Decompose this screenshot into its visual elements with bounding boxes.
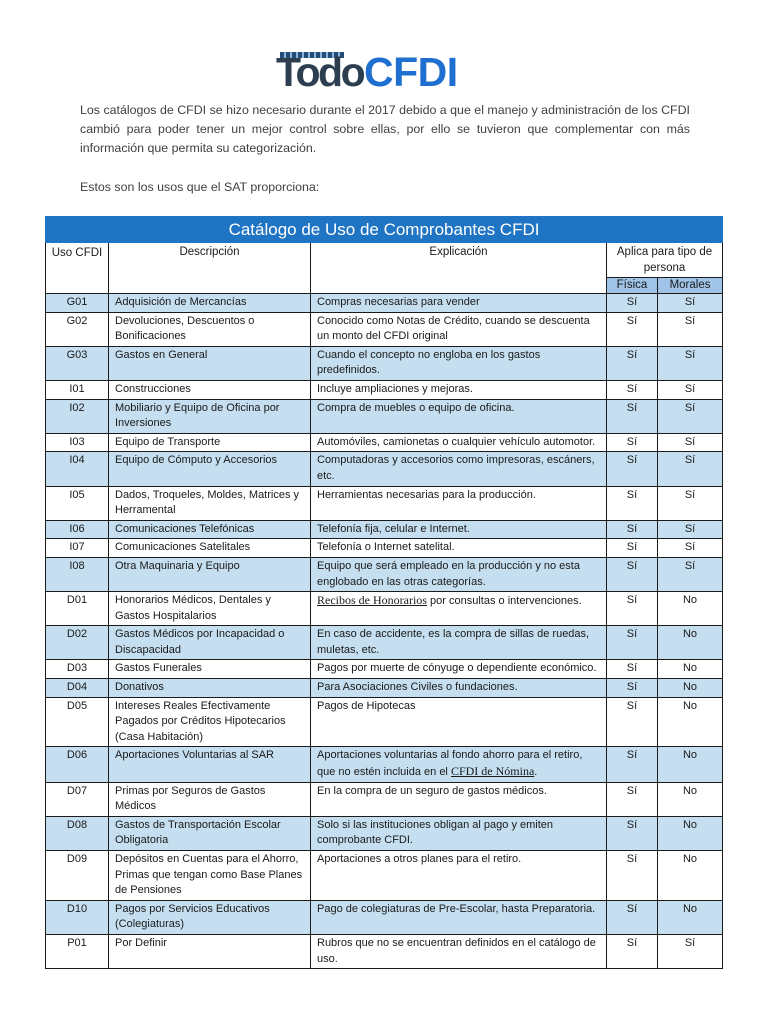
cell-descripcion: Devoluciones, Descuentos o Bonificaciones	[109, 312, 311, 346]
header-explicacion: Explicación	[311, 243, 607, 294]
cell-uso: I03	[46, 433, 109, 452]
cell-fisica: Sí	[607, 346, 658, 380]
explicacion-text: Aportaciones a otros planes para el retiro.	[317, 853, 522, 865]
cell-morales: No	[658, 816, 723, 850]
cell-morales: Sí	[658, 539, 723, 558]
cell-uso: D08	[46, 816, 109, 850]
todocfdi-logo	[276, 50, 476, 94]
table-row	[46, 380, 723, 399]
cell-fisica: Sí	[607, 697, 658, 747]
cell-explicacion	[311, 679, 607, 698]
cell-morales: Sí	[658, 520, 723, 539]
cell-morales: Sí	[658, 557, 723, 591]
cell-fisica: Sí	[607, 747, 658, 782]
table-row	[46, 399, 723, 433]
table-row	[46, 539, 723, 558]
cell-explicacion	[311, 660, 607, 679]
cell-descripcion: Equipo de Transporte	[109, 433, 311, 452]
cell-explicacion	[311, 697, 607, 747]
explicacion-tail: .	[534, 766, 538, 779]
cell-explicacion	[311, 399, 607, 433]
cell-uso: I06	[46, 520, 109, 539]
table-row	[46, 486, 723, 520]
table-row	[46, 520, 723, 539]
cell-fisica: Sí	[607, 679, 658, 698]
cell-morales: Sí	[658, 433, 723, 452]
table-row	[46, 346, 723, 380]
cell-uso: D04	[46, 679, 109, 698]
cell-fisica: Sí	[607, 486, 658, 520]
cell-fisica: Sí	[607, 782, 658, 816]
cell-descripcion: Aportaciones Voluntarias al SAR	[109, 747, 311, 782]
cell-morales: Sí	[658, 380, 723, 399]
cell-morales: No	[658, 782, 723, 816]
cell-fisica: Sí	[607, 557, 658, 591]
explicacion-text: Telefonía fija, celular e Internet.	[317, 522, 470, 535]
table-row	[46, 557, 723, 591]
cell-descripcion: Mobiliario y Equipo de Oficina por Inversiones	[109, 399, 311, 433]
cell-explicacion	[311, 851, 607, 901]
cell-explicacion	[311, 592, 607, 626]
logo-todo-text: Todo	[276, 49, 364, 95]
cell-descripcion: Honorarios Médicos, Dentales y Gastos Hospitalarios	[109, 592, 311, 626]
cell-explicacion	[311, 294, 607, 313]
explicacion-text: Cuando el concepto no engloba en los gastos predefinidos.	[317, 348, 541, 377]
cell-uso: D01	[46, 592, 109, 626]
cell-fisica: Sí	[607, 660, 658, 679]
cell-descripcion: Gastos Funerales	[109, 660, 311, 679]
cfdi-usage-table	[45, 216, 723, 969]
cell-explicacion	[311, 557, 607, 591]
cell-descripcion: Primas por Seguros de Gastos Médicos	[109, 782, 311, 816]
table-row	[46, 294, 723, 313]
cell-morales: Sí	[658, 294, 723, 313]
cell-descripcion: Gastos en General	[109, 346, 311, 380]
table-row	[46, 626, 723, 660]
cell-uso: D06	[46, 747, 109, 782]
cell-uso: I08	[46, 557, 109, 591]
header-aplica: Aplica para tipo de persona	[607, 243, 723, 278]
cell-explicacion	[311, 380, 607, 399]
cell-descripcion: Dados, Troqueles, Moldes, Matrices y Herramental	[109, 486, 311, 520]
table-row	[46, 782, 723, 816]
cell-fisica: Sí	[607, 900, 658, 934]
cell-explicacion	[311, 486, 607, 520]
cell-uso: D03	[46, 660, 109, 679]
cell-uso: D02	[46, 626, 109, 660]
explicacion-text: Automóviles, camionetas o cualquier vehículo automotor.	[317, 435, 596, 448]
logo-cfdi-text: CFDI	[364, 49, 458, 95]
cell-descripcion: Intereses Reales Efectivamente Pagados por Créditos Hipotecarios (Casa Habitación)	[109, 697, 311, 747]
cell-uso: D07	[46, 782, 109, 816]
explicacion-text: Equipo que será empleado en la producción y no esta englobado en las otras categorías.	[317, 559, 580, 588]
table-row	[46, 660, 723, 679]
explicacion-text: Telefonía o Internet satelital.	[317, 541, 455, 554]
header-uso: Uso CFDI	[46, 243, 109, 294]
cell-morales: No	[658, 697, 723, 747]
cell-explicacion	[311, 816, 607, 850]
cell-explicacion	[311, 934, 607, 968]
header-fisica: Física	[607, 278, 658, 294]
cell-uso: G02	[46, 312, 109, 346]
table-row	[46, 851, 723, 901]
table-row	[46, 312, 723, 346]
cell-fisica: Sí	[607, 851, 658, 901]
cell-explicacion	[311, 539, 607, 558]
cell-fisica: Sí	[607, 539, 658, 558]
cell-descripcion: Depósitos en Cuentas para el Ahorro, Primas que tengan como Base Planes de Pensiones	[109, 851, 311, 901]
cell-morales: No	[658, 626, 723, 660]
cell-fisica: Sí	[607, 592, 658, 626]
cell-morales: Sí	[658, 399, 723, 433]
cell-morales: Sí	[658, 934, 723, 968]
explicacion-text: Pagos por muerte de cónyuge o dependiente económico.	[317, 662, 597, 675]
cell-descripcion: Equipo de Cómputo y Accesorios	[109, 452, 311, 486]
cell-uso: I02	[46, 399, 109, 433]
cell-uso: I01	[46, 380, 109, 399]
cell-morales: No	[658, 900, 723, 934]
cell-descripcion: Por Definir	[109, 934, 311, 968]
table-row	[46, 747, 723, 782]
explicacion-text: Incluye ampliaciones y mejoras.	[317, 382, 473, 395]
cell-fisica: Sí	[607, 934, 658, 968]
cell-uso: P01	[46, 934, 109, 968]
header-morales: Morales	[658, 278, 723, 294]
cfdi-nomina-link[interactable]: CFDI de Nómina	[450, 764, 535, 779]
cell-explicacion	[311, 747, 607, 782]
cell-fisica: Sí	[607, 452, 658, 486]
table-row	[46, 697, 723, 747]
cell-explicacion	[311, 782, 607, 816]
cell-uso: I04	[46, 452, 109, 486]
explicacion-text: En la compra de un seguro de gastos médicos.	[317, 784, 547, 797]
cell-explicacion	[311, 346, 607, 380]
explicacion-text: Compra de muebles o equipo de oficina.	[317, 401, 515, 414]
explicacion-text: Solo si las instituciones obligan al pago y emiten comprobante CFDI.	[317, 818, 554, 847]
cell-fisica: Sí	[607, 626, 658, 660]
table-row	[46, 900, 723, 934]
cell-explicacion	[311, 900, 607, 934]
intro-paragraph: Los catálogos de CFDI se hizo necesario durante el 2017 debido a que el manejo y administración de los CFDI cambió para poder tener un mejor control sobre ellas, por ello se tuvieron que complementar con más información que permita su categorización.	[80, 103, 690, 155]
cell-fisica: Sí	[607, 312, 658, 346]
table-row	[46, 452, 723, 486]
cell-morales: Sí	[658, 312, 723, 346]
cell-explicacion	[311, 312, 607, 346]
cell-explicacion	[311, 433, 607, 452]
table-row	[46, 679, 723, 698]
cell-morales: Sí	[658, 346, 723, 380]
cell-morales: Sí	[658, 486, 723, 520]
table-row	[46, 433, 723, 452]
cell-descripcion: Donativos	[109, 679, 311, 698]
cell-fisica: Sí	[607, 433, 658, 452]
cell-descripcion: Otra Maquinaria y Equipo	[109, 557, 311, 591]
cell-fisica: Sí	[607, 520, 658, 539]
explicacion-text: Rubros que no se encuentran definidos en el catálogo de uso.	[317, 936, 596, 965]
cell-morales: No	[658, 592, 723, 626]
cell-explicacion	[311, 626, 607, 660]
cell-fisica: Sí	[607, 294, 658, 313]
explicacion-text: En caso de accidente, es la compra de sillas de ruedas, muletas, etc.	[317, 628, 590, 656]
cell-explicacion	[311, 452, 607, 486]
cell-fisica: Sí	[607, 380, 658, 399]
cell-fisica: Sí	[607, 399, 658, 433]
table-body	[46, 294, 723, 969]
explicacion-text: Pagos de Hipotecas	[317, 699, 416, 712]
table-row	[46, 592, 723, 626]
cell-descripcion: Construcciones	[109, 380, 311, 399]
cell-uso: D10	[46, 900, 109, 934]
cell-uso: I07	[46, 539, 109, 558]
cell-descripcion: Pagos por Servicios Educativos (Colegiaturas)	[109, 900, 311, 934]
cell-explicacion	[311, 520, 607, 539]
header-descripcion: Descripción	[109, 243, 311, 294]
cell-descripcion: Comunicaciones Satelitales	[109, 539, 311, 558]
cell-descripcion: Adquisición de Mercancías	[109, 294, 311, 313]
cell-morales: No	[658, 660, 723, 679]
explicacion-text: por consultas o intervenciones.	[426, 595, 582, 608]
cell-morales: No	[658, 679, 723, 698]
table-row	[46, 816, 723, 850]
cell-morales: No	[658, 747, 723, 782]
explicacion-text: Conocido como Notas de Crédito, cuando se descuenta un monto del CFDI original	[317, 314, 590, 343]
cell-morales: No	[658, 851, 723, 901]
explicacion-text: Computadoras y accesorios como impresoras, escáners, etc.	[317, 454, 595, 482]
cell-descripcion: Gastos de Transportación Escolar Obligatoria	[109, 816, 311, 850]
explicacion-text: Pago de colegiaturas de Pre-Escolar, hasta Preparatoria.	[317, 902, 596, 915]
cell-uso: I05	[46, 486, 109, 520]
explicacion-text: Herramientas necesarias para la producción.	[317, 488, 536, 501]
explicacion-text: Para Asociaciones Civiles o fundaciones.	[317, 681, 518, 694]
cell-uso: G03	[46, 346, 109, 380]
cell-fisica: Sí	[607, 816, 658, 850]
explicacion-text: Compras necesarias para vender	[317, 296, 480, 308]
cell-uso: D09	[46, 851, 109, 901]
cell-uso: D05	[46, 697, 109, 747]
cell-morales: Sí	[658, 452, 723, 486]
cell-descripcion: Comunicaciones Telefónicas	[109, 520, 311, 539]
table-row	[46, 934, 723, 968]
cell-descripcion: Gastos Médicos por Incapacidad o Discapacidad	[109, 626, 311, 660]
table-title: Catálogo de Uso de Comprobantes CFDI	[46, 217, 723, 243]
cell-uso: G01	[46, 294, 109, 313]
recibos-honorarios-link[interactable]: Recibos de Honorarios	[317, 593, 427, 608]
explicacion-text: Aportaciones voluntarias al fondo ahorro para el retiro, que no estén incluida en el	[317, 749, 583, 779]
intro-lead: Estos son los usos que el SAT proporciona:	[80, 180, 320, 194]
